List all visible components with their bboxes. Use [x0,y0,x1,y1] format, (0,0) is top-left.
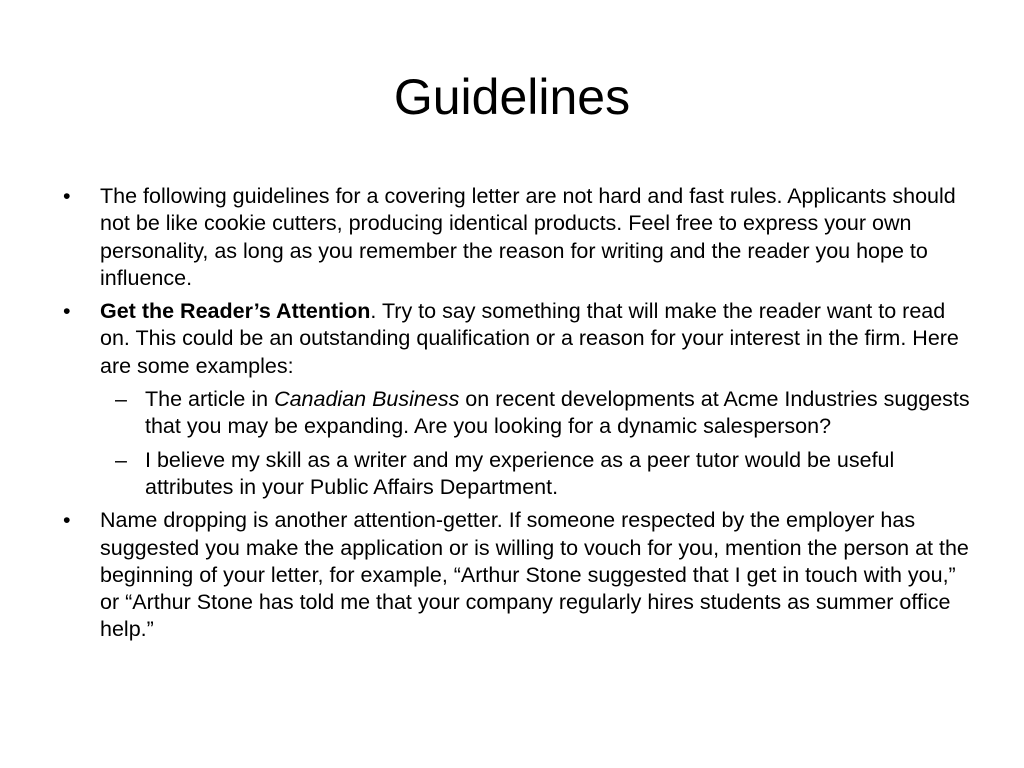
sub-bullet-marker: – [115,447,127,472]
bullet-text: Name dropping is another attention-getter. If someone respected by the employer has suggested you make the application or is willing to vouch for you, mention the person at the beginning of your letter, for example, “Arthur Stone suggested that I get in touch with you,” or “Arthur Stone has told me that your company regularly hires students as summer office help.” [100,508,969,642]
bullet-marker: • [63,299,71,324]
sub-bullet-marker: – [115,387,127,412]
sub-bullet-publication-title: Canadian Business [274,387,460,412]
sub-bullet-text-pre: The article in [145,387,275,412]
bullet-marker: • [63,184,71,208]
slide-body [56,183,971,650]
bullet-text: . Try to say something that will make the reader want to read on. This could be an outstanding qualification or a reason for your interest in the firm. Here are some examples: [100,299,959,378]
bullet-item [56,183,971,292]
bullet-marker: • [63,508,71,533]
bullet-bold-lead: Get the Reader’s Attention [100,299,371,324]
sub-bullet-text-post: on recent developments at Acme Industries suggests that you may be expanding. Are you looking for a dynamic salesperson? [145,387,970,439]
sub-bullet-text: I believe my skill as a writer and my experience as a peer tutor would be useful attributes in your Public Affairs Department. [145,447,895,499]
bullet-text: The following guidelines for a covering letter are not hard and fast rules. Applicants should not be like cookie cutters, producing identical products. Feel free to express your own personality, as long as you remember the reason for writing and the reader you hope to influence. [100,184,956,290]
sub-bullet-item [56,386,971,441]
bullet-item [56,507,971,643]
slide-title: Guidelines [393,69,631,125]
bullet-item [56,298,971,380]
sub-bullet-item [56,447,971,502]
